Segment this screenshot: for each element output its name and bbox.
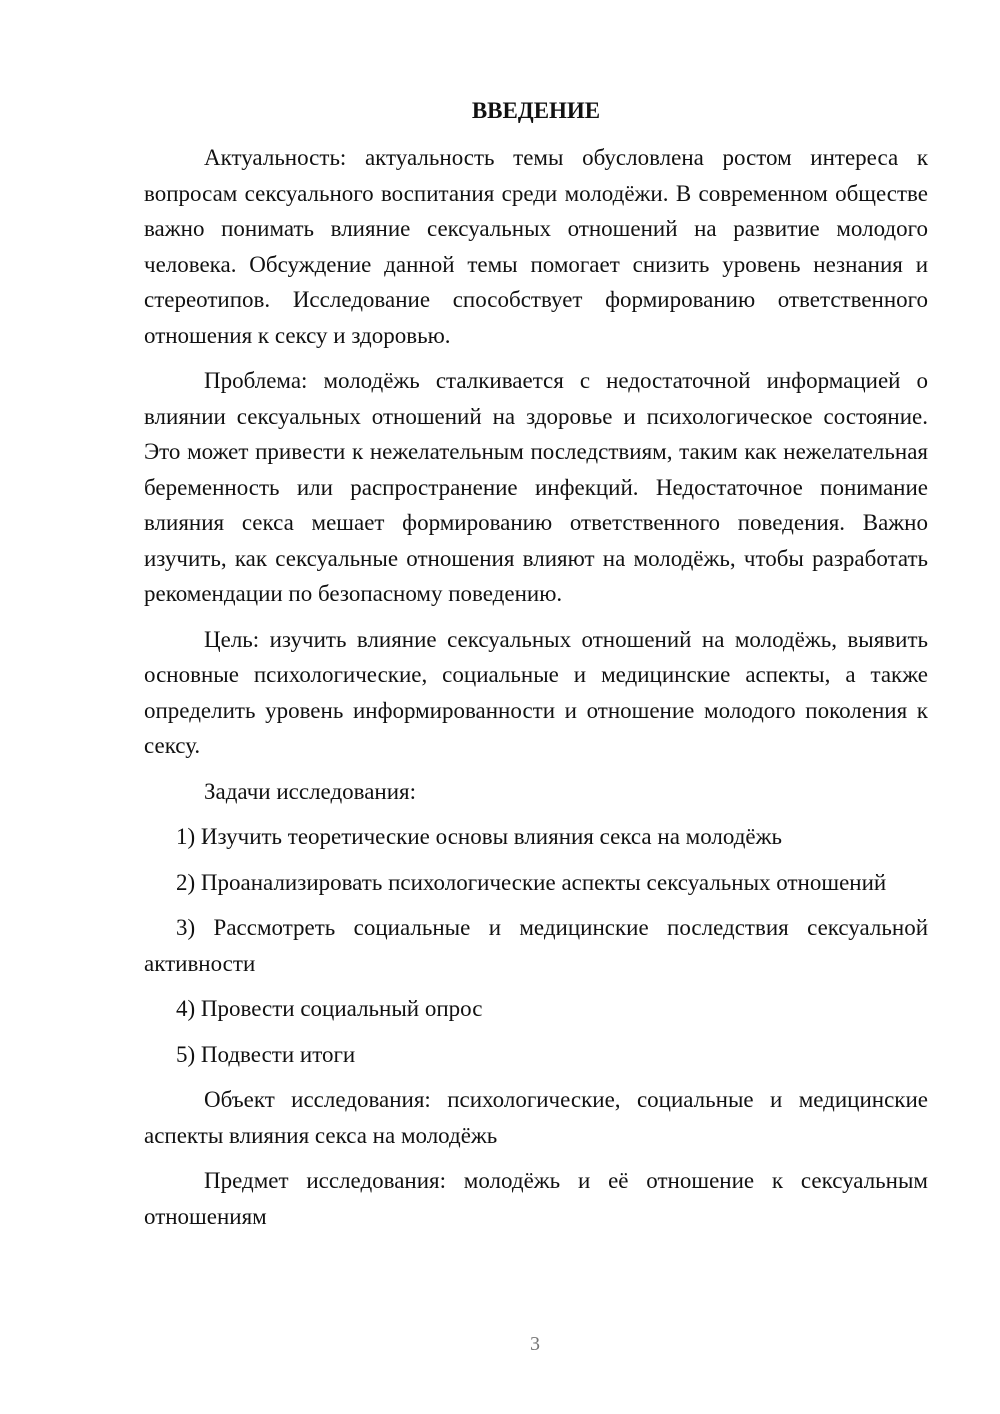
paragraph-relevance: Актуальность: актуальность темы обусловлена ростом интереса к вопросам сексуального воспитания среди молодёжи. В современном обществе важно понимать влияние сексуальных отношений на развитие молодого человека. Обсуждение данной темы помогает снизить уровень незнания и стереотипов. Исследование способствует формированию ответственного отношения к сексу и здоровью. bbox=[144, 145, 928, 348]
paragraph-subject: Предмет исследования: молодёжь и её отношение к сексуальным отношениям bbox=[144, 1168, 928, 1229]
paragraph-goal: Цель: изучить влияние сексуальных отношений на молодёжь, выявить основные психологические, социальные и медицинские аспекты, а также определить уровень информированности и отношение молодого поколения к сексу. bbox=[144, 626, 928, 758]
task-item-3: 3) Рассмотреть социальные и медицинские последствия сексуальной активности bbox=[144, 915, 928, 976]
tasks-heading: Задачи исследования: bbox=[204, 778, 417, 804]
task-item-2: 2) Проанализировать психологические аспекты сексуальных отношений bbox=[176, 869, 887, 895]
paragraph-problem: Проблема: молодёжь сталкивается с недостаточной информацией о влиянии сексуальных отношений на здоровье и психологическое состояние. Это может привести к нежелательным последствиям, таким как нежелательная беременность или распространение инфекций. Недостаточное понимание влияния секса мешает формированию ответственного поведения. Важно изучить, как сексуальные отношения влияют на молодёжь, чтобы разработать рекомендации по безопасному поведению. bbox=[144, 368, 928, 606]
page-body bbox=[144, 96, 928, 1234]
task-item-4: 4) Провести социальный опрос bbox=[176, 996, 483, 1021]
page-number: 3 bbox=[530, 1333, 540, 1355]
paragraph-object: Объект исследования: психологические, социальные и медицинские аспекты влияния секса на молодёжь bbox=[144, 1087, 928, 1148]
task-item-1: 1) Изучить теоретические основы влияния секса на молодёжь bbox=[176, 824, 783, 849]
task-item-5: 5) Подвести итоги bbox=[176, 1041, 356, 1067]
page-title: ВВЕДЕНИЕ bbox=[471, 98, 601, 123]
